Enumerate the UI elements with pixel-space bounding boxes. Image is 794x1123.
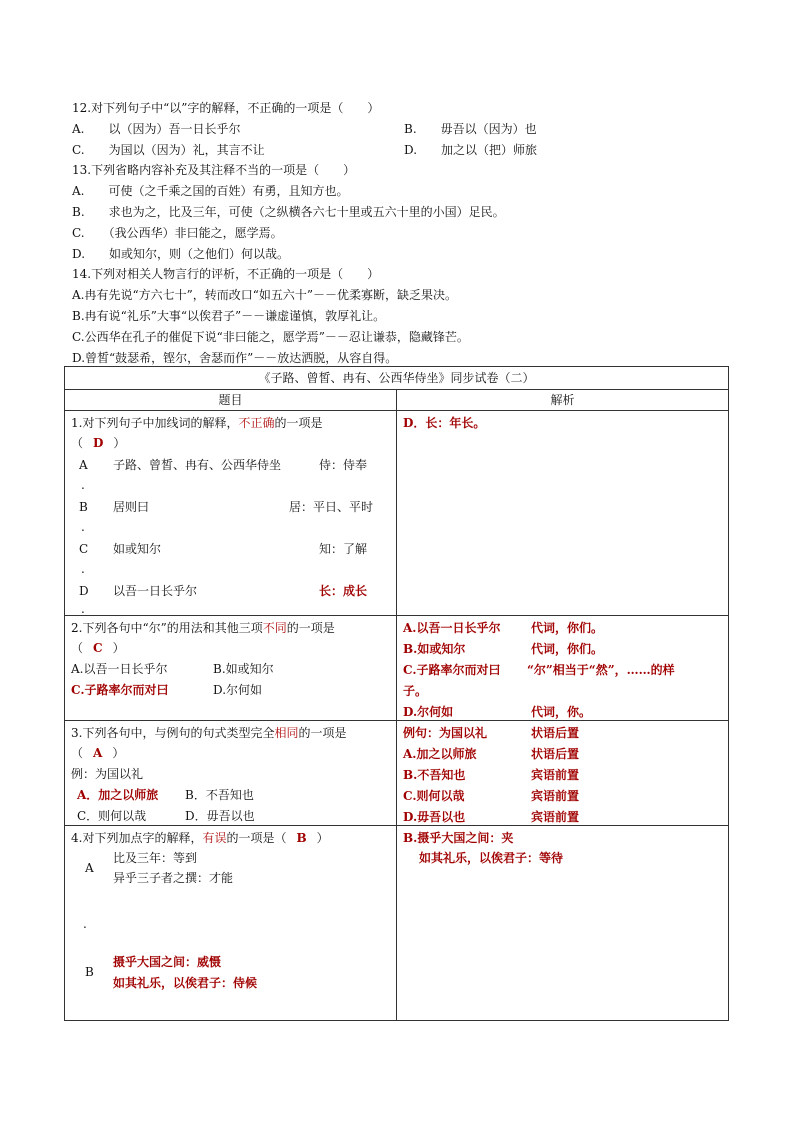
q2-answer: （ C ）	[71, 641, 125, 655]
q1-stem: 1.对下列句子中加线词的解释，不正确的一项是	[71, 416, 323, 430]
q3-stem: 3.下列各句中，与例句的句式类型完全相同的一项是	[71, 726, 347, 740]
q4-a-letter: A	[85, 861, 94, 875]
q2-analysis-a-note: 代词，你们。	[531, 621, 604, 635]
q4-dot: .	[83, 917, 87, 931]
table-row	[65, 616, 729, 721]
q4-analysis-line2: 如其礼乐，以俟君子：等待	[419, 851, 564, 865]
q2-option-d: D.尔何如	[213, 683, 263, 697]
table-title-row	[65, 367, 729, 390]
q1-a-gloss: 侍：侍奉	[319, 458, 368, 472]
q3-analysis-b-type: 宾语前置	[531, 768, 580, 782]
q1-dot: .	[81, 602, 85, 616]
q13-option-c: C. （我公西华）非曰能之，愿学焉。	[72, 226, 283, 240]
q1-d-gloss: 长：成长	[319, 584, 368, 598]
q4-a-line1: 比及三年：等到	[113, 851, 198, 865]
q12-option-b: B. 毋吾以（因为）也	[404, 122, 537, 136]
q13-option-b: B. 求也为之，比及三年，可使（之纵横各六七十里或五六十里的小国）足民。	[72, 205, 505, 219]
q2-option-b: B.如或知尔	[213, 662, 274, 676]
q14-option-b: B.冉有说“礼乐”大事“以俟君子”－－谦虚谨慎，敦厚礼让。	[72, 309, 386, 323]
q12-option-c: C. 为国以（因为）礼，其言不让	[72, 143, 265, 157]
q3-analysis-c-label: C.则何以哉	[403, 789, 465, 803]
q3-option-a: A．加之以师旅	[77, 788, 159, 802]
q3-analysis-d-label: D.毋吾以也	[403, 810, 466, 824]
q13-option-d: D. 如或知尔，则（之他们）何以哉。	[72, 247, 290, 261]
header-question: 题目	[218, 393, 243, 407]
header-analysis: 解析	[550, 393, 575, 407]
table-row	[65, 411, 729, 616]
q1-dot: .	[81, 478, 85, 492]
q1-c-text: 如或知尔	[113, 542, 162, 556]
q4-a-line2: 异乎三子者之撰：才能	[113, 871, 234, 885]
q3-analysis-example-type: 状语后置	[531, 726, 580, 740]
q12-option-a: A. 以（因为）吾一日长乎尔	[72, 122, 241, 136]
q4-analysis-line1: B.摄乎大国之间：夹	[403, 831, 514, 845]
q14-stem: 14.下列对相关人物言行的评析，不正确的一项是（ ）	[72, 267, 380, 281]
q3-option-d: D．毋吾以也	[185, 809, 255, 823]
worksheet-table	[64, 366, 729, 1021]
q4-b-letter: B	[85, 965, 94, 979]
q1-dot: .	[81, 520, 85, 534]
q2-option-a: A.以吾一日长乎尔	[71, 662, 168, 676]
q1-a-letter: A	[79, 458, 88, 472]
q2-analysis-d-label: D.尔何如	[403, 705, 454, 719]
q12-option-d: D. 加之以（把）师旅	[404, 143, 538, 157]
q1-dot: .	[81, 562, 85, 576]
q1-a-text: 子路、曾皙、冉有、公西华侍坐	[113, 458, 282, 472]
q2-stem: 2.下列各句中“尔”的用法和其他三项不同的一项是	[71, 621, 335, 635]
q2-analysis-b-note: 代词，你们。	[531, 642, 604, 656]
q3-option-b: B．不吾知也	[185, 788, 254, 802]
table-title: 《子路、曾皙、冉有、公西华侍坐》同步试卷（二）	[258, 371, 535, 385]
q1-analysis: D．长：年长。	[403, 416, 486, 430]
q3-analysis-a-type: 状语后置	[531, 747, 580, 761]
q2-analysis-b-label: B.如或知尔	[403, 642, 466, 656]
q14-option-d: D.曾皙“鼓瑟希，铿尔，舍瑟而作”－－放达洒脱，从容自得。	[72, 351, 398, 365]
q1-b-letter: B	[79, 500, 88, 514]
q13-option-a: A. 可使（之千乘之国的百姓）有勇，且知方也。	[72, 184, 349, 198]
q4-b-line2: 如其礼乐，以俟君子：侍候	[113, 976, 258, 990]
q12-stem: 12.对下列句子中“以”字的解释，不正确的一项是（ ）	[72, 101, 380, 115]
q3-answer: （ A ）	[71, 746, 125, 760]
q14-option-a: A.冉有先说“方六七十”，转而改口“如五六十”－－优柔寡断，缺乏果决。	[72, 288, 458, 302]
q3-analysis-c-type: 宾语前置	[531, 789, 580, 803]
q3-analysis-a-label: A.加之以师旅	[403, 747, 477, 761]
q2-analysis-d-note: 代词，你。	[531, 705, 592, 719]
q1-b-gloss: 居：平日、平时	[289, 500, 374, 514]
q4-b-line1: 摄乎大国之间：威慑	[113, 955, 222, 969]
q2-analysis-c-note: “尔”相当于“然”，……的样	[527, 663, 675, 677]
q1-answer: （ D ）	[71, 436, 126, 450]
q4-stem: 4.对下列加点字的解释，有误的一项是（ B ）	[71, 831, 329, 845]
q2-analysis-c-cont: 子。	[403, 684, 428, 698]
q13-stem: 13.下列省略内容补充及其注释不当的一项是（ ）	[72, 163, 356, 177]
q1-c-gloss: 知：了解	[319, 542, 368, 556]
q1-b-text: 居则曰	[113, 500, 150, 514]
table-row	[65, 826, 729, 1021]
table-header-row	[65, 390, 729, 411]
q3-analysis-b-label: B.不吾知也	[403, 768, 466, 782]
q3-analysis-example-label: 例句：为国以礼	[403, 726, 488, 740]
q2-analysis-a-label: A.以吾一日长乎尔	[403, 621, 501, 635]
q1-d-letter: D	[79, 584, 89, 598]
q3-example: 例：为国以礼	[71, 767, 144, 781]
q14-option-c: C.公西华在孔子的催促下说“非曰能之，愿学焉”－－忍让谦恭，隐藏锋芒。	[72, 330, 469, 344]
q2-option-c: C.子路率尔而对曰	[71, 683, 169, 697]
q2-analysis-c-label: C.子路率尔而对曰	[403, 663, 501, 677]
q1-c-letter: C	[79, 542, 89, 556]
q3-option-c: C．则何以哉	[77, 809, 147, 823]
table-row	[65, 721, 729, 826]
q3-analysis-d-type: 宾语前置	[531, 810, 580, 824]
q1-d-text: 以吾一日长乎尔	[113, 584, 198, 598]
